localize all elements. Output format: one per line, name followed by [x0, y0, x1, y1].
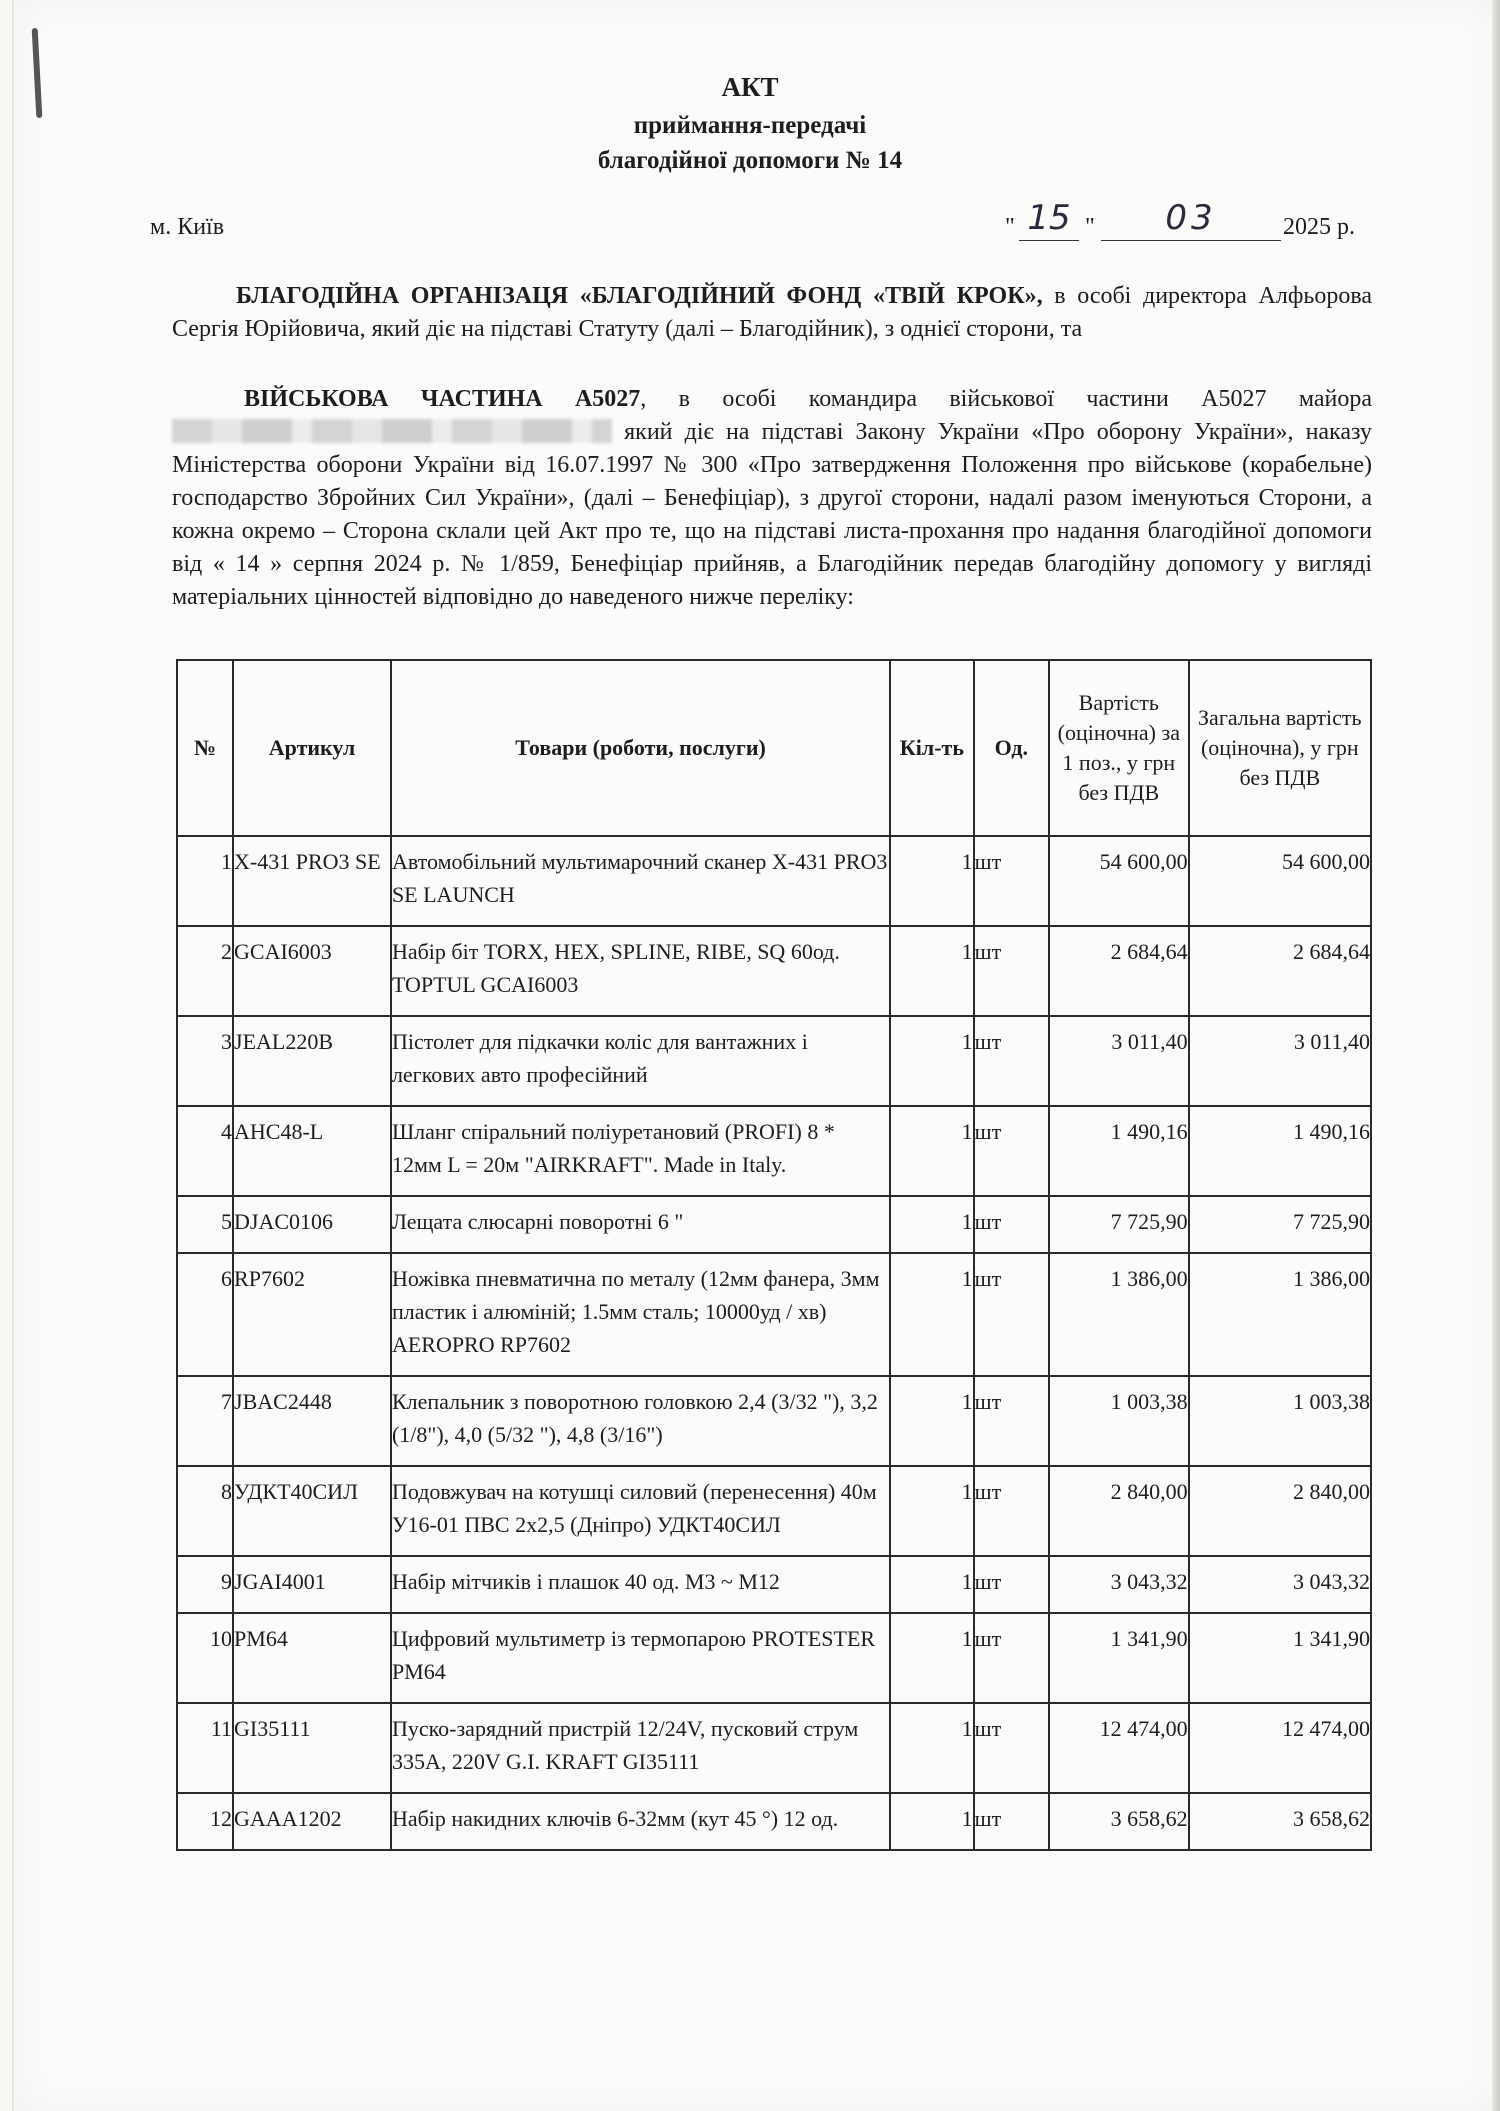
cell-price: 54 600,00	[1049, 836, 1189, 926]
table-row	[177, 1106, 1371, 1196]
table-row	[177, 926, 1371, 1016]
donor-paragraph	[172, 280, 1372, 346]
cell-no: 2	[177, 926, 233, 1016]
cell-article: AHC48-L	[233, 1106, 391, 1196]
header-article: Артикул	[233, 660, 391, 836]
items-table	[176, 659, 1372, 1851]
table-row	[177, 1466, 1371, 1556]
cell-total: 1 386,00	[1189, 1253, 1371, 1376]
cell-unit: шт	[974, 1703, 1049, 1793]
table-row	[177, 1196, 1371, 1253]
cell-name: Автомобільний мультимарочний сканер X-431 PRO3 SE LAUNCH	[391, 836, 890, 926]
cell-total: 1 490,16	[1189, 1106, 1371, 1196]
date-day: 15	[1019, 198, 1079, 241]
cell-unit: шт	[974, 1376, 1049, 1466]
cell-unit: шт	[974, 1556, 1049, 1613]
cell-no: 7	[177, 1376, 233, 1466]
cell-total: 1 341,90	[1189, 1613, 1371, 1703]
cell-article: PM64	[233, 1613, 391, 1703]
cell-name: Ножівка пневматична по металу (12мм фанера, 3мм пластик і алюміній; 1.5мм сталь; 10000уд / хв) AEROPRO RP7602	[391, 1253, 890, 1376]
date-year: 2025 р.	[1283, 214, 1355, 240]
cell-article: X-431 PRO3 SE	[233, 836, 391, 926]
cell-qty: 1	[890, 1016, 974, 1106]
beneficiary-text-2: який діє на підставі Закону України «Про оборону України», наказу Міністерства оборони України від 16.07.1997 № 300 «Про затвердження Положення про військове (корабельне) господарство Збройних Сил України», (далі – Бенефіціар), з другої сторони, надалі разом іменуються Сторони, а кожна окремо – Сторона склали цей Акт про те, що на підставі листа-прохання про надання благодійної допомоги від « 14 » серпня 2024 р. № 1/859, Бенефіціар прийняв, а Благодійник передав благодійну допомогу у вигляді матеріальних цінностей відповідно до наведеного нижче переліку:	[172, 419, 1372, 610]
cell-name: Цифровий мультиметр із термопарою PROTESTER PM64	[391, 1613, 890, 1703]
cell-no: 5	[177, 1196, 233, 1253]
table-row	[177, 1016, 1371, 1106]
cell-total: 1 003,38	[1189, 1376, 1371, 1466]
cell-total: 54 600,00	[1189, 836, 1371, 926]
cell-unit: шт	[974, 1196, 1049, 1253]
header-total: Загальна вартість (оціночна), у грн без ПДВ	[1189, 660, 1371, 836]
city-label: м. Київ	[150, 214, 225, 240]
cell-unit: шт	[974, 1253, 1049, 1376]
cell-article: GI35111	[233, 1703, 391, 1793]
cell-unit: шт	[974, 1793, 1049, 1850]
cell-name: Лещата слюсарні поворотні 6 "	[391, 1196, 890, 1253]
cell-name: Набір накидних ключів 6-32мм (кут 45 °) 12 од.	[391, 1793, 890, 1850]
cell-price: 3 658,62	[1049, 1793, 1189, 1850]
cell-article: УДКТ40СИЛ	[233, 1466, 391, 1556]
cell-name: Подовжувач на котушці силовий (перенесення) 40м У16-01 ПВС 2х2,5 (Дніпро) УДКТ40СИЛ	[391, 1466, 890, 1556]
cell-qty: 1	[890, 1703, 974, 1793]
cell-no: 3	[177, 1016, 233, 1106]
cell-price: 1 386,00	[1049, 1253, 1189, 1376]
cell-name: Набір мітчиків і плашок 40 од. M3 ~ M12	[391, 1556, 890, 1613]
cell-no: 6	[177, 1253, 233, 1376]
cell-total: 7 725,90	[1189, 1196, 1371, 1253]
cell-qty: 1	[890, 1253, 974, 1376]
cell-price: 7 725,90	[1049, 1196, 1189, 1253]
header-no: №	[177, 660, 233, 836]
cell-qty: 1	[890, 1793, 974, 1850]
cell-total: 3 043,32	[1189, 1556, 1371, 1613]
cell-total: 3 011,40	[1189, 1016, 1371, 1106]
cell-article: JEAL220B	[233, 1016, 391, 1106]
page-shadow	[1492, 0, 1500, 2111]
document-date: " 15 " 03 2025 р.	[1005, 198, 1355, 240]
page-edge	[12, 0, 14, 2111]
cell-qty: 1	[890, 1376, 974, 1466]
date-month: 03	[1101, 198, 1281, 241]
table-header-row	[177, 660, 1371, 836]
cell-no: 8	[177, 1466, 233, 1556]
cell-unit: шт	[974, 1613, 1049, 1703]
table-row	[177, 836, 1371, 926]
cell-article: JGAI4001	[233, 1556, 391, 1613]
cell-no: 11	[177, 1703, 233, 1793]
cell-article: RP7602	[233, 1253, 391, 1376]
cell-qty: 1	[890, 1466, 974, 1556]
cell-article: DJAC0106	[233, 1196, 391, 1253]
cell-article: GCAI6003	[233, 926, 391, 1016]
cell-qty: 1	[890, 1106, 974, 1196]
cell-qty: 1	[890, 1556, 974, 1613]
table-row	[177, 1703, 1371, 1793]
cell-name: Пістолет для підкачки коліс для вантажних і легкових авто професійний	[391, 1016, 890, 1106]
cell-price: 3 043,32	[1049, 1556, 1189, 1613]
cell-price: 1 003,38	[1049, 1376, 1189, 1466]
table-row	[177, 1376, 1371, 1466]
header-price: Вартість (оціночна) за 1 поз., у грн без ПДВ	[1049, 660, 1189, 836]
table-row	[177, 1793, 1371, 1850]
cell-unit: шт	[974, 926, 1049, 1016]
cell-name: Шланг спіральний поліуретановий (PROFI) 8 * 12мм L = 20м "AIRKRAFT". Made in Italy.	[391, 1106, 890, 1196]
table-row	[177, 1253, 1371, 1376]
cell-unit: шт	[974, 836, 1049, 926]
cell-qty: 1	[890, 836, 974, 926]
header-unit: Од.	[974, 660, 1049, 836]
header-qty: Кіл-ть	[890, 660, 974, 836]
cell-total: 3 658,62	[1189, 1793, 1371, 1850]
cell-price: 2 684,64	[1049, 926, 1189, 1016]
table-row	[177, 1613, 1371, 1703]
header-name: Товари (роботи, послуги)	[391, 660, 890, 836]
donor-text: в особі директора Алфьорова Сергія Юрійовича, який діє на підставі Статуту (далі – Благодійник), з однієї сторони, та	[172, 283, 1372, 342]
document-subtitle: приймання-передачі	[633, 112, 867, 139]
donor-name: БЛАГОДІЙНА ОРГАНІЗАЦЯ «БЛАГОДІЙНИЙ ФОНД «ТВІЙ КРОК»,	[236, 283, 1043, 309]
table-row	[177, 1556, 1371, 1613]
cell-qty: 1	[890, 1196, 974, 1253]
beneficiary-name: ВІЙСЬКОВА ЧАСТИНА А5027	[244, 386, 641, 412]
cell-total: 12 474,00	[1189, 1703, 1371, 1793]
cell-qty: 1	[890, 926, 974, 1016]
redacted-name	[172, 419, 612, 443]
cell-price: 1 490,16	[1049, 1106, 1189, 1196]
cell-unit: шт	[974, 1106, 1049, 1196]
cell-article: JBAC2448	[233, 1376, 391, 1466]
cell-article: GAAA1202	[233, 1793, 391, 1850]
cell-name: Набір біт TORX, HEX, SPLINE, RIBE, SQ 60од. TOPTUL GCAI6003	[391, 926, 890, 1016]
cell-no: 10	[177, 1613, 233, 1703]
beneficiary-paragraph	[172, 383, 1372, 614]
document-number: благодійної допомоги № 14	[597, 147, 903, 174]
cell-no: 9	[177, 1556, 233, 1613]
cell-unit: шт	[974, 1466, 1049, 1556]
cell-price: 12 474,00	[1049, 1703, 1189, 1793]
cell-no: 12	[177, 1793, 233, 1850]
cell-total: 2 684,64	[1189, 926, 1371, 1016]
cell-price: 2 840,00	[1049, 1466, 1189, 1556]
cell-price: 1 341,90	[1049, 1613, 1189, 1703]
cell-qty: 1	[890, 1613, 974, 1703]
document-title: АКТ	[721, 72, 779, 102]
cell-price: 3 011,40	[1049, 1016, 1189, 1106]
cell-name: Клепальник з поворотною головкою 2,4 (3/32 "), 3,2 (1/8"), 4,0 (5/32 "), 4,8 (3/16")	[391, 1376, 890, 1466]
beneficiary-text-1: , в особі командира військової частини А5027 майора	[640, 386, 1372, 412]
cell-total: 2 840,00	[1189, 1466, 1371, 1556]
cell-name: Пуско-зарядний пристрій 12/24V, пусковий струм 335А, 220V G.I. KRAFT GI35111	[391, 1703, 890, 1793]
cell-unit: шт	[974, 1016, 1049, 1106]
cell-no: 4	[177, 1106, 233, 1196]
cell-no: 1	[177, 836, 233, 926]
